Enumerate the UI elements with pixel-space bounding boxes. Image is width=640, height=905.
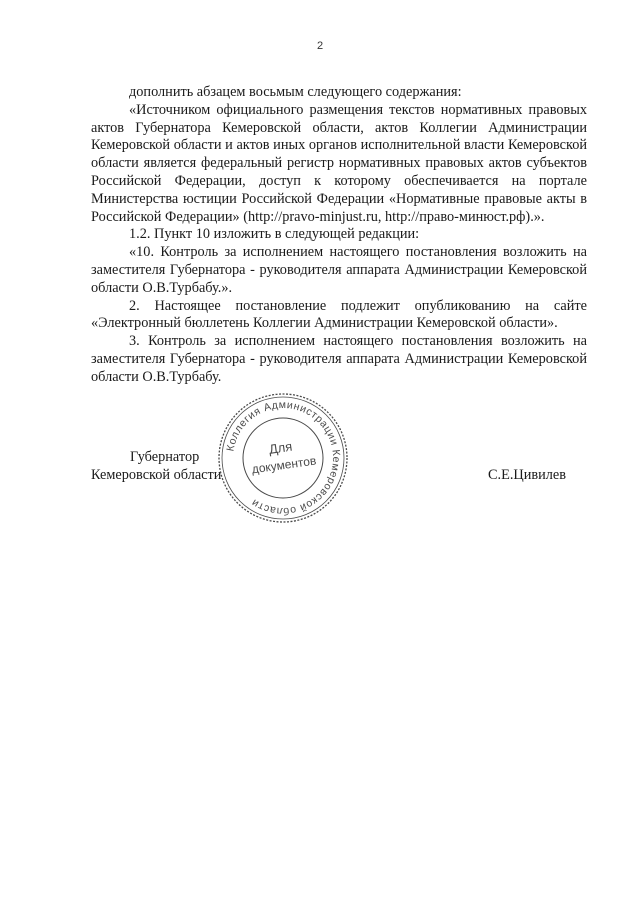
stamp-center-line1: Для — [267, 438, 294, 457]
stamp-center-line2: документов — [250, 453, 318, 477]
signature-name: С.Е.Цивилев — [488, 467, 567, 483]
paragraph-point-3: 3. Контроль за исполнением настоящего постановления возложить на заместителя Губернатора - руководителя аппарата Администрации Кемеровской области О.В.Турбабу. — [91, 333, 587, 385]
stamp-ring-text: Коллегия Администрации Кемеровской области — [224, 398, 343, 518]
page-number: 2 — [316, 40, 324, 52]
official-stamp — [216, 391, 350, 525]
paragraph-point-2: 2. Настоящее постановление подлежит опубликованию на сайте «Электронный бюллетень Коллегии Администрации Кемеровской области». — [91, 297, 587, 332]
paragraph-point-1-2: 1.2. Пункт 10 изложить в следующей редакции: — [129, 226, 420, 243]
paragraph-quote-source: «Источником официального размещения текстов нормативных правовых актов Губернатора Кемеровской области, актов Коллегии Администрации Кемеровской области и актов иных органов исполнительной власти Кемеровской области является федеральный регистр нормативных правовых актов субъектов Российской Федерации, доступ к которому обеспечивается на портале Министерства юстиции Российской Федерации «Нормативные правовые акты в Российской Федерации» (http://pravo-minjust.ru, http://право-минюст.рф).». — [91, 101, 587, 225]
paragraph-point-10: «10. Контроль за исполнением настоящего постановления возложить на заместителя Губернатора - руководителя аппарата Администрации Кемеровской области О.В.Турбабу.». — [91, 244, 587, 296]
paragraph-intro: дополнить абзацем восьмым следующего содержания: — [129, 84, 462, 100]
document-body — [91, 84, 587, 387]
signature-title: Губернатор — [130, 449, 200, 465]
signature-region: Кемеровской области — [91, 467, 222, 483]
stamp-seal-icon — [216, 391, 350, 525]
